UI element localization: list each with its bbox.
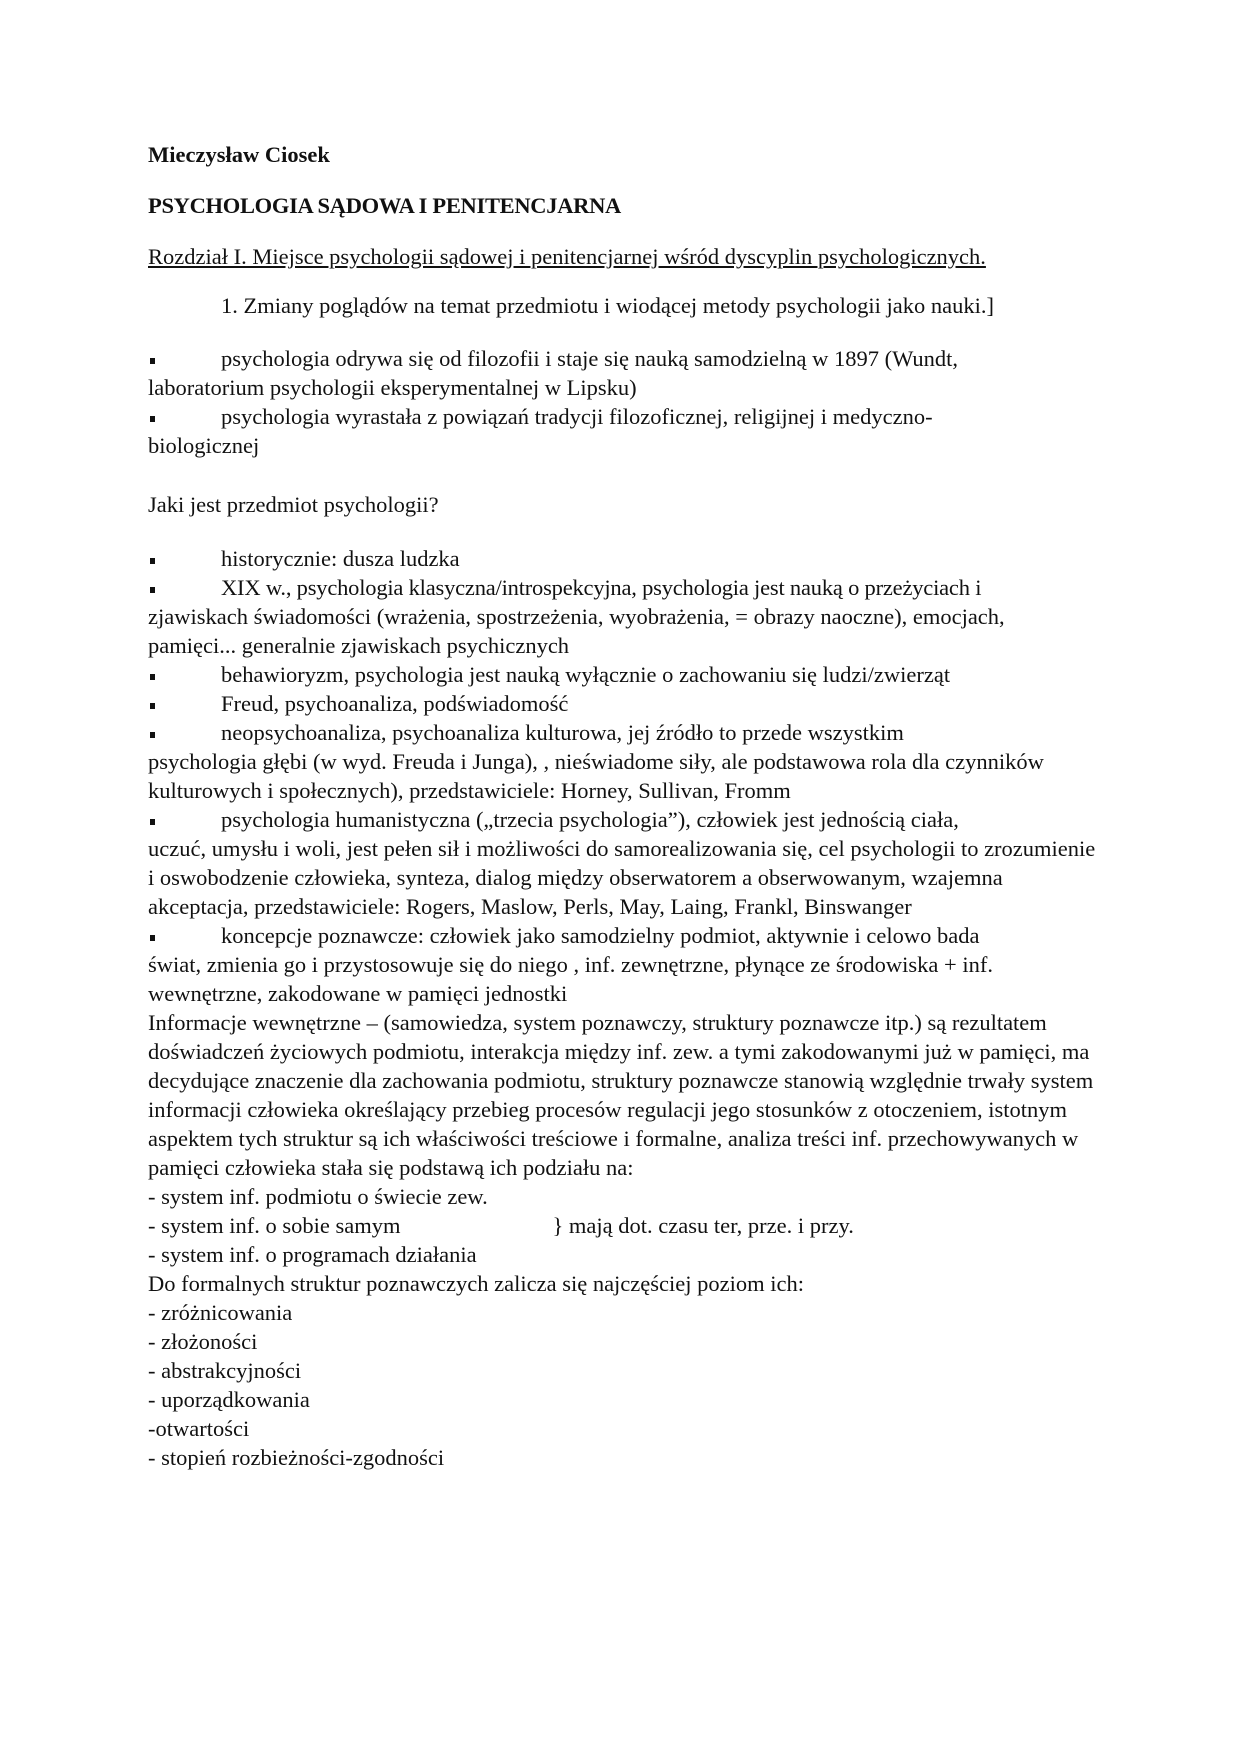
list-item <box>148 660 1098 689</box>
list-item: - uporządkowania <box>148 1387 310 1412</box>
bullet-text: Freud, psychoanaliza, podświadomość <box>221 691 569 716</box>
bullet-text: koncepcje poznawcze: człowiek jako samodzielny podmiot, aktywnie i celowo bada <box>221 923 980 948</box>
bullet-text: XIX w., psychologia klasyczna/introspekcyjna, psychologia jest nauką o przeżyciach i <box>221 575 982 600</box>
bullet-text-continued: laboratorium psychologii eksperymentalnej w Lipsku) <box>148 375 637 400</box>
square-bullet-icon <box>148 805 221 834</box>
list-item <box>148 573 1098 660</box>
list-item: - zróżnicowania <box>148 1300 293 1325</box>
chapter-heading: Rozdział I. Miejsce psychologii sądowej i penitencjarnej wśród dyscyplin psychologicznych. <box>148 244 986 269</box>
brace-note: } mają dot. czasu ter, prze. i przy. <box>552 1213 854 1238</box>
bullet-text-continued: uczuć, umysłu i woli, jest pełen sił i możliwości do samorealizowania się, cel psychologii to zrozumienie i oswobodzenie człowieka, synteza, dialog między obserwatorem a obserwowanym, wzajemna akceptacja, przedstawiciele: Rogers, Maslow, Perls, May, Laing, Frankl, Binswanger <box>148 836 1096 919</box>
list-item: - stopień rozbieżności-zgodności <box>148 1445 445 1470</box>
body-paragraph: Informacje wewnętrzne – (samowiedza, system poznawczy, struktury poznawcze itp.) są rezultatem doświadczeń życiowych podmiotu, interakcja między inf. zew. a tymi zakodowanymi już w pamięci, ma decydujące znaczenie dla zachowania podmiotu, struktury poznawcze stanowią względnie trwały system informacji człowieka określający przebieg procesów regulacji jego stosunków z otoczeniem, istotnym aspektem tych struktur są ich właściwości treściowe i formalne, analiza treści inf. przechowywanych w pamięci człowieka stała się podstawą ich podziału na: <box>148 1010 1094 1180</box>
author-name: Mieczysław Ciosek <box>148 142 330 167</box>
list-item <box>148 718 1098 805</box>
square-bullet-icon <box>148 573 221 602</box>
section-heading: 1. Zmiany poglądów na temat przedmiotu i wiodącej metody psychologii jako nauki.] <box>221 293 994 318</box>
document-page <box>148 140 1098 1472</box>
square-bullet-icon <box>148 544 221 573</box>
list-item <box>148 1211 1098 1240</box>
subject-bullet-list <box>148 544 1098 1008</box>
list-item: - abstrakcyjności <box>148 1358 302 1383</box>
systems-list <box>148 1182 1098 1269</box>
square-bullet-icon <box>148 402 221 431</box>
bullet-text-continued: świat, zmienia go i przystosowuje się do niego , inf. zewnętrzne, płynące ze środowiska + inf. wewnętrzne, zakodowane w pamięci jednostki <box>148 952 993 1006</box>
square-bullet-icon <box>148 718 221 747</box>
bullet-text: behawioryzm, psychologia jest nauką wyłącznie o zachowaniu się ludzi/zwierząt <box>221 662 951 687</box>
square-bullet-icon <box>148 344 221 373</box>
intro-bullet-list <box>148 344 1098 460</box>
list-item <box>148 544 1098 573</box>
square-bullet-icon <box>148 660 221 689</box>
formal-levels-list <box>148 1298 1098 1472</box>
question-heading: Jaki jest przedmiot psychologii? <box>148 492 439 517</box>
bullet-text: neopsychoanaliza, psychoanaliza kulturowa, jej źródło to przede wszystkim <box>221 720 904 745</box>
bullet-text: psychologia humanistyczna („trzecia psychologia”), człowiek jest jednością ciała, <box>221 807 959 832</box>
bullet-text: psychologia odrywa się od filozofii i staje się nauką samodzielną w 1897 (Wundt, <box>221 346 959 371</box>
list-item <box>148 689 1098 718</box>
list-item: - złożoności <box>148 1329 258 1354</box>
list-item <box>148 805 1098 921</box>
bullet-text-continued: psychologia głębi (w wyd. Freuda i Junga), , nieświadome siły, ale podstawowa rola dla czynników kulturowych i społecznych), przedstawiciele: Horney, Sullivan, Fromm <box>148 749 1044 803</box>
bullet-text: historycznie: dusza ludzka <box>221 546 460 571</box>
document-title: PSYCHOLOGIA SĄDOWA I PENITENCJARNA <box>148 193 622 218</box>
square-bullet-icon <box>148 921 221 950</box>
list-item: - system inf. podmiotu o świecie zew. <box>148 1184 488 1209</box>
list-item <box>148 402 1098 460</box>
list-item: -otwartości <box>148 1416 250 1441</box>
bullet-text-continued: zjawiskach świadomości (wrażenia, spostrzeżenia, wyobrażenia, = obrazy naoczne), emocjach, pamięci... generalnie zjawiskach psychicznych <box>148 604 1005 658</box>
list-item-text: - system inf. o sobie samym <box>148 1213 401 1238</box>
list-item <box>148 344 1098 402</box>
bullet-text: psychologia wyrastała z powiązań tradycji filozoficznej, religijnej i medyczno- <box>221 404 933 429</box>
list-item <box>148 921 1098 1008</box>
list-item: - system inf. o programach działania <box>148 1242 477 1267</box>
formal-structures-intro: Do formalnych struktur poznawczych zalicza się najczęściej poziom ich: <box>148 1271 804 1296</box>
bullet-text-continued: biologicznej <box>148 433 260 458</box>
square-bullet-icon <box>148 689 221 718</box>
